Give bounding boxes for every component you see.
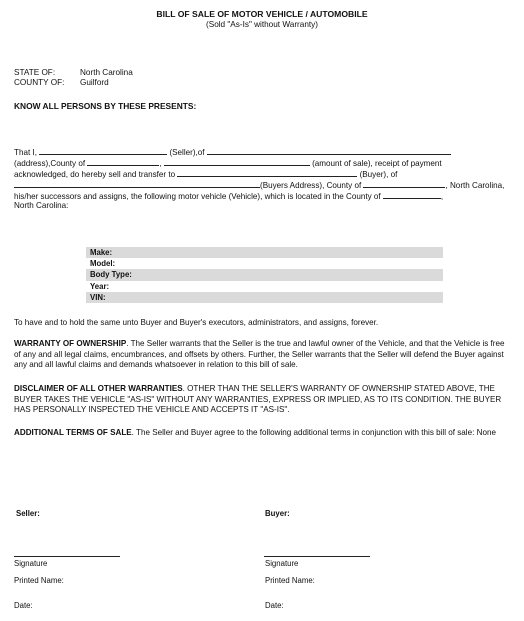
know-all-heading: KNOW ALL PERSONS BY THESE PRESENTS: — [14, 101, 197, 111]
intro-text: (Buyer), of — [359, 170, 398, 179]
seller-signature-caption: Signature — [14, 559, 48, 568]
buyer-county-blank[interactable] — [363, 179, 445, 188]
intro-text: acknowledged, do hereby sell and transfer to — [14, 170, 176, 179]
seller-address-blank[interactable] — [207, 146, 451, 155]
intro-text: , — [440, 192, 444, 201]
seller-county-blank[interactable] — [87, 157, 162, 168]
vehicle-make-row[interactable]: Make: — [86, 247, 443, 258]
vehicle-details-table — [86, 247, 443, 303]
intro-text: (Buyers Address), County of — [260, 181, 362, 190]
state-value: North Carolina — [80, 68, 133, 77]
document-subtitle: (Sold "As-Is" without Warranty) — [206, 20, 318, 29]
buyer-address-blank[interactable] — [14, 179, 260, 188]
intro-line-6 — [14, 201, 514, 212]
intro-text: , North Carolina, — [445, 181, 505, 190]
vehicle-body-type-row[interactable]: Body Type: — [86, 269, 443, 280]
hold-paragraph: To have and to hold the same unto Buyer and Buyer's executors, administrators, and assigns, forever. — [14, 318, 379, 327]
seller-signature-label: Seller: — [16, 509, 40, 518]
county-row — [14, 78, 109, 89]
seller-name-blank[interactable] — [39, 146, 167, 155]
intro-text: (Seller),of — [169, 148, 205, 157]
buyer-name-blank[interactable] — [177, 168, 357, 177]
intro-text: his/her successors and assigns, the following motor vehicle (Vehicle), which is located in the County of — [14, 192, 381, 201]
buyer-date: Date: — [265, 601, 284, 610]
disclaimer-body: . OTHER THAN THE SELLER'S WARRANTY OF OWNERSHIP STATED ABOVE, THE BUYER TAKES THE VEHICLE "AS-IS" WITHOUT ANY WARRANTIES, EXPRESS OR IMPLIED, AS TO ITS CONDITION. THE BUYER HAS PERSONALLY INSPECTED THE VEHICLE AND ACCEPTS IT "AS-IS". — [14, 384, 502, 415]
intro-text: That I, — [14, 148, 37, 157]
intro-text: (address),County of — [14, 159, 86, 168]
state-label: STATE OF: — [14, 68, 56, 77]
additional-terms-paragraph — [14, 428, 512, 439]
buyer-signature-caption: Signature — [265, 559, 299, 568]
vehicle-model-row[interactable]: Model: — [90, 259, 116, 269]
seller-date: Date: — [14, 601, 33, 610]
document-title: BILL OF SALE OF MOTOR VEHICLE / AUTOMOBILE — [156, 9, 368, 19]
vehicle-vin-row[interactable]: VIN: — [86, 292, 443, 303]
intro-text: (amount of sale), receipt of payment — [312, 159, 442, 168]
buyer-signature-label: Buyer: — [265, 509, 290, 518]
warranty-heading: WARRANTY OF OWNERSHIP — [14, 339, 127, 348]
buyer-signature-line[interactable] — [264, 556, 370, 557]
additional-terms-body: . The Seller and Buyer agree to the following additional terms in conjunction with this bill of sale: None — [131, 428, 496, 437]
vehicle-county-blank[interactable] — [383, 190, 444, 201]
warranty-paragraph — [14, 339, 512, 371]
buyer-printed-name: Printed Name: — [265, 576, 315, 585]
additional-terms-heading: ADDITIONAL TERMS OF SALE — [14, 428, 132, 437]
warranty-body: . The Seller warrants that the Seller is the true and lawful owner of the Vehicle, and that the Vehicle is free of any and all legal claims, encumbrances, and offsets by others. Further, the Seller warrants that the Seller will defend the Buyer against any and all lawful claims and demands whatsoever in relation to this bill of sale. — [14, 339, 505, 370]
disclaimer-paragraph — [14, 384, 512, 416]
intro-text: North Carolina: — [14, 201, 69, 210]
seller-printed-name: Printed Name: — [14, 576, 64, 585]
county-value: Guilford — [80, 78, 109, 87]
county-label: COUNTY OF: — [14, 78, 65, 87]
disclaimer-heading: DISCLAIMER OF ALL OTHER WARRANTIES — [14, 384, 183, 393]
vehicle-year-row[interactable]: Year: — [90, 281, 110, 291]
seller-signature-line[interactable] — [14, 556, 120, 557]
amount-of-sale-blank[interactable] — [164, 157, 310, 166]
intro-text: , — [159, 159, 162, 168]
